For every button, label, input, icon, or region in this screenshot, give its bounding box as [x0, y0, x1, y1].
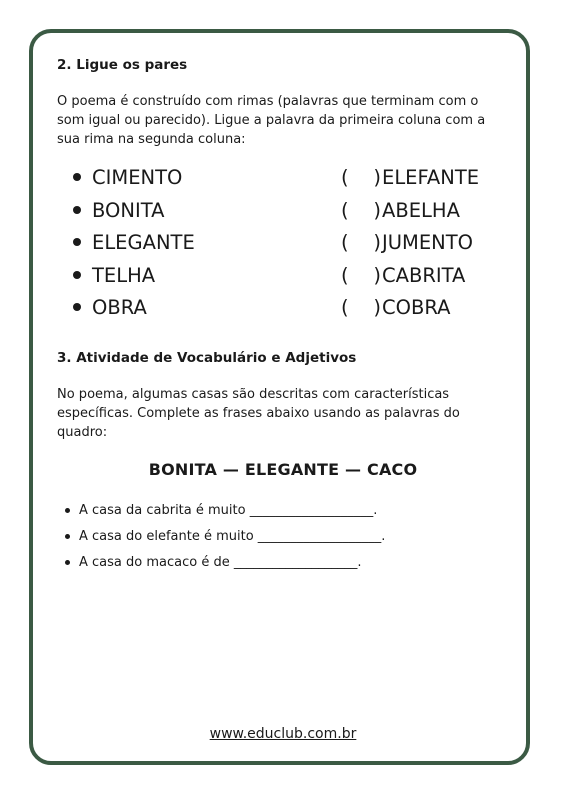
left-word: ELEGANTE — [92, 231, 195, 254]
match-row — [57, 194, 509, 227]
match-row — [57, 161, 509, 194]
sentence-text: A casa da cabrita é muito ___________________. — [79, 503, 378, 518]
bullet-icon — [65, 508, 70, 513]
worksheet-content — [57, 56, 509, 576]
list-item — [57, 524, 509, 550]
footer — [0, 724, 566, 744]
section-3-heading: 3. Atividade de Vocabulário e Adjetivos — [57, 350, 357, 366]
right-word: CABRITA — [382, 263, 466, 287]
section-2-instructions: O poema é construído com rimas (palavras que terminam com o som igual ou parecido). Ligue a palavra da primeira coluna com a sua rima na segunda coluna: — [57, 94, 486, 147]
left-word: OBRA — [92, 296, 147, 319]
match-row — [57, 291, 509, 324]
matching-list — [57, 161, 509, 326]
right-word: COBRA — [382, 296, 451, 319]
answer-blank: ( ) — [341, 231, 382, 254]
answer-blank: ( ) — [341, 263, 382, 287]
left-word: CIMENTO — [92, 166, 183, 189]
match-row — [57, 259, 509, 292]
answer-blank: ( ) — [341, 296, 382, 319]
left-word: TELHA — [92, 263, 156, 287]
match-row — [57, 226, 509, 259]
word-bank: BONITA — ELEGANTE — CACO — [148, 460, 418, 479]
sentence-text: A casa do macaco é de ___________________. — [79, 555, 362, 570]
sentence-text: A casa do elefante é muito ___________________. — [79, 529, 386, 544]
list-item — [57, 498, 509, 524]
section-2-heading: 2. Ligue os pares — [57, 57, 188, 73]
right-word: JUMENTO — [382, 231, 474, 254]
bullet-icon — [73, 206, 81, 214]
website-link[interactable]: www.educlub.com.br — [209, 726, 357, 742]
answer-blank: ( ) — [341, 166, 382, 189]
bullet-icon — [65, 560, 70, 565]
bullet-icon — [73, 238, 81, 246]
answer-blank: ( ) — [341, 198, 382, 222]
list-item — [57, 550, 509, 576]
bullet-icon — [73, 303, 81, 311]
bullet-icon — [73, 271, 81, 279]
right-word: ELEFANTE — [382, 166, 480, 189]
left-word: BONITA — [92, 198, 165, 222]
right-word: ABELHA — [382, 198, 460, 222]
fill-in-list — [57, 498, 509, 576]
bullet-icon — [65, 534, 70, 539]
section-3-instructions: No poema, algumas casas são descritas com características específicas. Complete as frases abaixo usando as palavras do quadro: — [57, 387, 460, 440]
bullet-icon — [73, 173, 81, 181]
